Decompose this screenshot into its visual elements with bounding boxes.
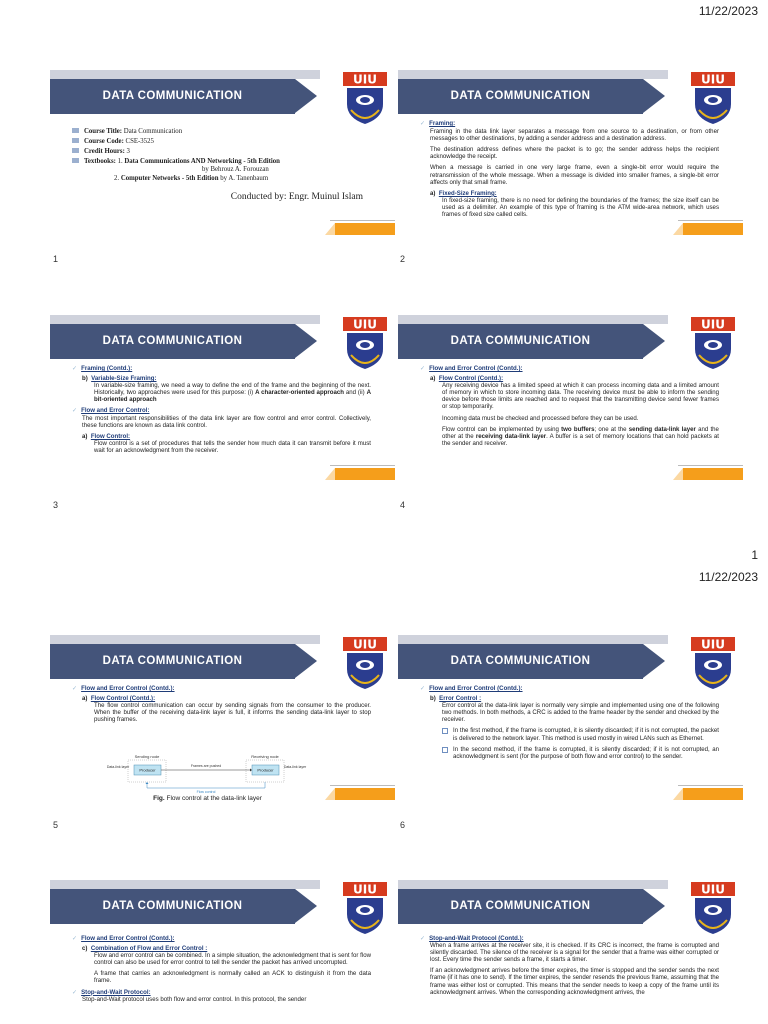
slide-content: ✓ Framing: Framing in the data link layer separates a message from one source to a destination, or from other messages to other destinations, by adding a sender address and a destination address. The destination address defines where the packet is to go; the sender address helps the recipient acknowledge the receipt. When a message is carried in one very large frame, even a single-bit error would require the retransmission of the whole message. When a message is divided into smaller frames, a single-bit error affects only that small frame. a) Fixed-Size Framing: In fixed-size framing, there is no need for defining the boundaries of the frames; the size itself can be used as a delimiter. An example of this type of framing is the ATM wide-area network, which uses frames of fixed size called cells. — [420, 120, 719, 219]
uiu-logo-icon — [689, 635, 737, 691]
banner-arrow — [643, 644, 665, 678]
slide-3 — [50, 315, 395, 500]
uiu-logo-icon — [341, 315, 389, 371]
svg-text:UIU: UIU — [701, 882, 725, 897]
orange-stripe — [325, 223, 335, 235]
dll-left-label: Data-link layer — [106, 765, 130, 769]
page-number: 1 — [751, 548, 758, 562]
slide-content: ✓ Flow and Error Control (Contd.): c) Combination of Flow and Error Control : Flow and error control can be combined. In a simple situation, the acknowledgment that is sent for flow control can also be used for error control to tell the sender the packet has arrived uncorrupted. A frame that carries an acknowledgment is normally called an ACK to distinguish it from the data frame. ✓ Stop-and-Wait Protocol: Stop-and-Wait protocol uses both flow and error control. In this protocol, the sender — [72, 935, 371, 1003]
slide-5 — [50, 635, 395, 820]
svg-text:UIU: UIU — [701, 317, 725, 332]
banner-arrow — [295, 889, 317, 923]
slide-2 — [398, 70, 743, 255]
banner-accent — [398, 70, 668, 79]
banner-arrow — [295, 644, 317, 678]
uiu-logo-icon — [689, 70, 737, 126]
orange-bar — [683, 223, 743, 235]
svg-text:Producer: Producer — [257, 767, 274, 773]
orange-stripe — [325, 468, 335, 480]
conducted-by: Conducted by: Engr. Muinul Islam — [230, 191, 363, 202]
slide-number: 1 — [53, 254, 59, 264]
frames-pushed-label: Frames are pushed — [190, 764, 222, 768]
orange-stripe — [673, 468, 683, 480]
slide-number: 4 — [400, 500, 406, 510]
slide-title: DATA COMMUNICATION — [102, 900, 243, 912]
credit-hours-item: Credit Hours: 3 — [72, 148, 371, 156]
dll-right-label: Data-link layer — [283, 765, 307, 769]
receiving-node-label: Receiving node — [251, 754, 279, 759]
divider — [678, 465, 743, 466]
svg-text:UIU: UIU — [353, 882, 377, 897]
uiu-logo-icon — [341, 635, 389, 691]
slide-content: ✓ Flow and Error Control (Contd.): a) Flow Control (Contd.): The flow control communication can occur by sending signals from the consumer to the producer. When the buffer of the receiving data-link layer is full, it informs the sending data-link layer to stop pushing frames. — [72, 685, 371, 724]
orange-bar — [335, 788, 395, 800]
banner-accent — [50, 880, 320, 889]
uiu-logo-icon — [689, 880, 737, 936]
textbooks-item: Textbooks: 1. Data Communications AND Networking - 5th Edition by Behrouz A. Forouzan 2. Computer Networks - 5th Edition by A. Tanenbaum — [72, 158, 371, 183]
course-code-item: Course Code: CSE-3525 — [72, 138, 371, 146]
divider — [330, 465, 395, 466]
course-title-item: Course Title: Data Communication — [72, 128, 371, 136]
slide-title: DATA COMMUNICATION — [102, 90, 243, 102]
slide-title: DATA COMMUNICATION — [450, 655, 591, 667]
banner-arrow — [643, 324, 665, 358]
flow-control-label: Flow control — [196, 790, 216, 794]
slide-7 — [50, 880, 395, 1024]
banner-accent — [398, 880, 668, 889]
orange-stripe — [673, 788, 683, 800]
orange-bar — [683, 468, 743, 480]
banner-arrow — [643, 79, 665, 113]
page-date: 11/22/2023 — [698, 4, 758, 18]
orange-bar — [683, 788, 743, 800]
slide-6 — [398, 635, 743, 820]
uiu-logo-icon — [341, 880, 389, 936]
slide-content: ✓ Flow and Error Control (Contd.): b) Error Control : Error control at the data-link layer is normally very simple and implemented using one of the following two methods. In both methods, a CRC is added to the frame header by the sender and checked by the receiver. In the first method, if the frame is corrupted, it is silently discarded; if it is not corrupted, the packet is delivered to the network layer. This method is used mostly in wired LANs such as Ethernet. In the second method, if the frame is corrupted, it is silently discarded; if it is not corrupted, an acknowledgment is sent (for the purpose of both flow and error control) to the sender. — [420, 685, 719, 760]
slide-number: 5 — [53, 820, 59, 830]
slide-title: DATA COMMUNICATION — [450, 90, 591, 102]
sending-node-label: Sending node — [134, 754, 160, 759]
banner-accent — [50, 315, 320, 324]
slide-content: ✓ Framing (Contd.): b) Variable-Size Framing: In variable-size framing, we need a way to define the end of the frame and the beginning of the next. Historically, two approaches were used for this purpose: (i) A character-oriented approach and (ii) A bit-oriented approach ✓ Flow and Error Control: The most important responsibilities of the data link layer are flow control and error control. Collectively, these functions are known as data link control. a) Flow Control: Flow control is a set of procedures that tells the sender how much data it can transmit before it must wait for an acknowledgment from the receiver. — [72, 365, 371, 454]
banner-arrow — [295, 79, 317, 113]
figure-caption: Fig. Flow control at the data-link layer — [153, 795, 262, 802]
flow-control-diagram — [106, 753, 307, 798]
slide-4 — [398, 315, 743, 500]
slide-content: ✓ Stop-and-Wait Protocol (Contd.): When a frame arrives at the receiver site, it is checked. If its CRC is incorrect, the frame is corrupted and silently discarded. The silence of the receiver is a signal for the sender that a frame was either corrupted or lost. Every time the sender sends a frame, it starts a timer. If an acknowledgment arrives before the timer expires, the timer is stopped and the sender sends the next frame (if it has one to send). If the timer expires, the sender resends the previous frame, assuming that the frame was either lost or corrupted. This means that the sender needs to keep a copy of the frame until its acknowledgment arrives. When the corresponding acknowledgment arrives, the — [420, 935, 719, 996]
slide-8 — [398, 880, 743, 1024]
uiu-logo-icon — [689, 315, 737, 371]
divider — [678, 220, 743, 221]
orange-bar — [335, 223, 395, 235]
banner-arrow — [295, 324, 317, 358]
slide-number: 3 — [53, 500, 59, 510]
banner-accent — [50, 70, 320, 79]
divider — [330, 785, 395, 786]
orange-stripe — [325, 788, 335, 800]
slide-title: DATA COMMUNICATION — [102, 335, 243, 347]
banner-accent — [398, 315, 668, 324]
orange-bar — [335, 468, 395, 480]
orange-stripe — [673, 223, 683, 235]
banner-accent — [50, 635, 320, 644]
svg-text:UIU: UIU — [353, 317, 377, 332]
svg-text:UIU: UIU — [701, 637, 725, 652]
slide-title: DATA COMMUNICATION — [450, 335, 591, 347]
uiu-logo-icon — [341, 70, 389, 126]
banner-arrow — [643, 889, 665, 923]
slide-title: DATA COMMUNICATION — [102, 655, 243, 667]
banner-accent — [398, 635, 668, 644]
slide-content — [72, 128, 371, 201]
svg-text:UIU: UIU — [701, 72, 725, 87]
slide-title: DATA COMMUNICATION — [450, 900, 591, 912]
divider — [330, 220, 395, 221]
divider — [678, 785, 743, 786]
logo-text: UIU — [353, 72, 377, 87]
slide-1 — [50, 70, 395, 255]
page-date: 11/22/2023 — [698, 570, 758, 584]
svg-text:Producer: Producer — [139, 767, 156, 773]
svg-text:UIU: UIU — [353, 637, 377, 652]
slide-number: 6 — [400, 820, 406, 830]
slide-number: 2 — [400, 254, 406, 264]
slide-content: ✓ Flow and Error Control (Contd.): a) Flow Control (Contd.): Any receiving device has a limited speed at which it can process incoming data and a limited amount of memory in which to store incoming data. The receiving device must be able to inform the sending device before those limits are reached and to request that the transmitting device send fewer frames or stop temporarily. Incoming data must be checked and processed before they can be used. Flow control can be implemented by using two buffers; one at the sending data-link layer and the other at the receiving data-link layer. A buffer is a set of memory locations that can hold packets at the sender and receiver. — [420, 365, 720, 447]
